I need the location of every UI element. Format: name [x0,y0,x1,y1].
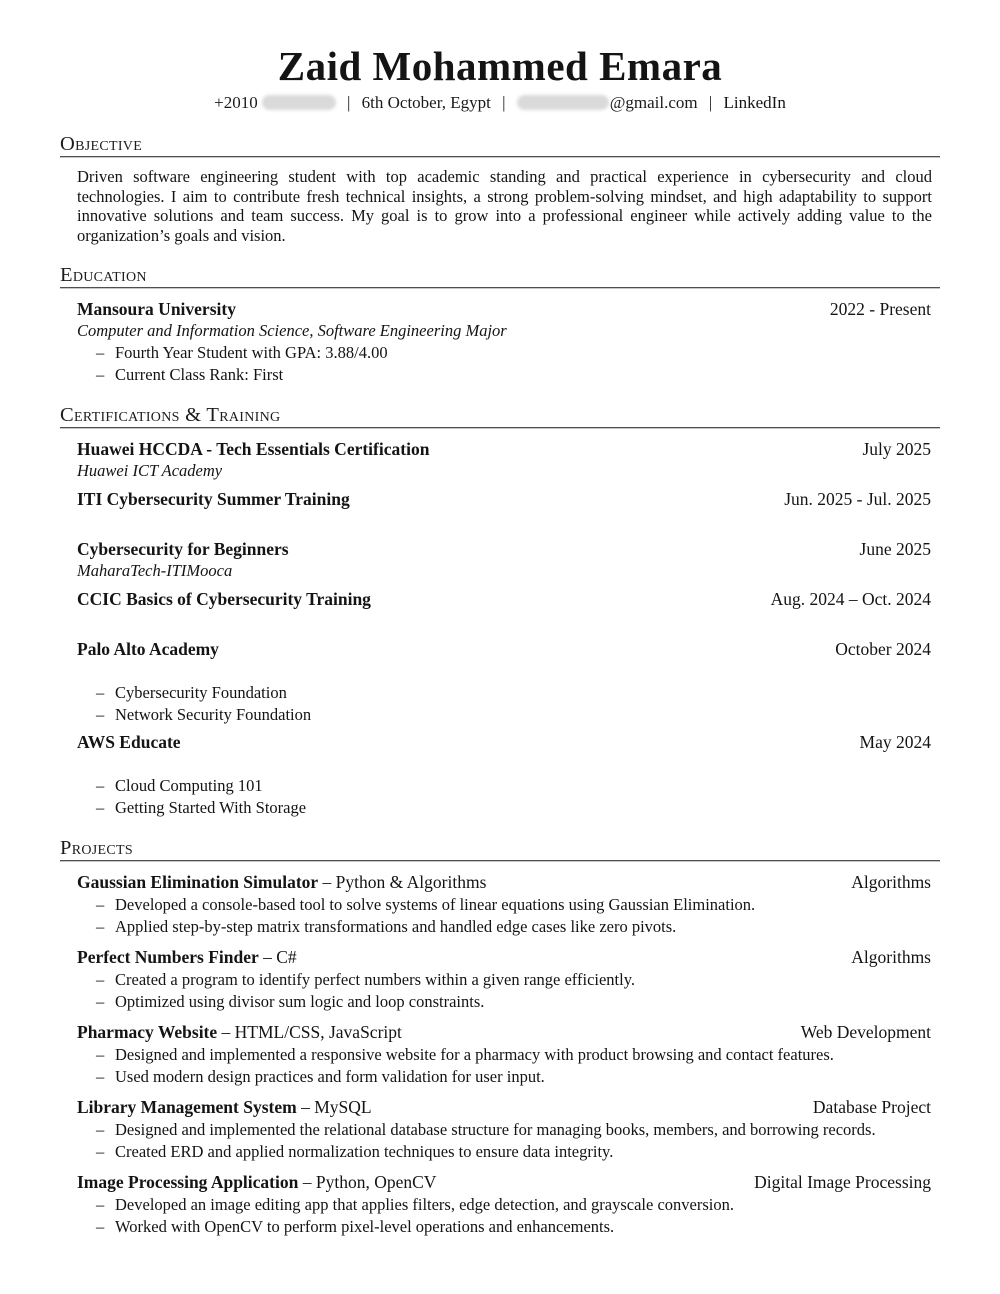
certification-date: Jun. 2025 - Jul. 2025 [784,489,931,509]
projects-heading: Projects [60,837,133,859]
certification-entry [77,538,940,582]
education-date: 2022 - Present [829,299,931,319]
certification-issuer [77,510,940,532]
certification-issuer: Huawei ICT Academy [77,461,223,480]
contact-separator: | [502,93,506,112]
certification-entry [77,488,940,532]
bullet-item: – Created ERD and applied normalization techniques to ensure data integrity. [96,1141,940,1163]
project-title: Pharmacy Website [77,1022,218,1042]
bullet-item: – Used modern design practices and form validation for user input. [96,1066,940,1088]
project-title: Image Processing Application [77,1172,299,1192]
certification-title: Cybersecurity for Beginners [77,539,289,559]
project-entry [77,1021,940,1087]
bullet-item: – Cloud Computing 101 [96,775,940,797]
certification-date: July 2025 [862,439,931,459]
certifications-heading: Certifications & Training [60,404,281,426]
project-category: Algorithms [851,872,931,892]
certification-title: Huawei HCCDA - Tech Essentials Certification [77,439,430,459]
bullet-list [77,894,940,937]
bullet-item: – Fourth Year Student with GPA: 3.88/4.00 [96,342,940,364]
certification-issuer [77,753,940,775]
bullet-item: – Created a program to identify perfect numbers within a given range efficiently. [96,969,940,991]
project-category: Algorithms [851,947,931,967]
bullet-item: – Designed and implemented the relational database structure for managing books, members, and borrowing records. [96,1119,940,1141]
project-tech: – C# [263,947,297,967]
bullet-item: – Developed an image editing app that applies filters, edge detection, and grayscale conversion. [96,1194,940,1216]
phone-visible: +2010 [214,93,258,112]
project-tech: – Python, OpenCV [302,1172,437,1192]
education-school: Mansoura University [77,299,236,319]
certification-date: May 2024 [859,732,931,752]
education-degree: Computer and Information Science, Software Engineering Major [77,321,507,340]
bullet-list [77,1119,940,1162]
section-rule [60,287,940,289]
bullet-item: – Developed a console-based tool to solve systems of linear equations using Gaussian Elimination. [96,894,940,916]
email-redaction [517,95,609,110]
bullet-list [77,775,940,818]
section-education [60,265,940,385]
section-objective [60,134,940,245]
certification-title: ITI Cybersecurity Summer Training [77,489,350,509]
objective-heading: Objective [60,133,143,155]
bullet-list [77,682,940,725]
section-rule [60,860,940,862]
project-entry [77,871,940,937]
objective-text: Driven software engineering student with top academic standing and practical experience in cybersecurity and cloud technologies. I aim to contribute fresh technical insights, a strong problem-solving mindset, and high adaptability to support innovative solutions and team success. My goal is to grow into a professional engineer while actively adding value to the organization’s goals and vision. [77,167,932,245]
certification-entry [77,638,940,725]
project-tech: – MySQL [301,1097,372,1117]
project-title: Gaussian Elimination Simulator [77,872,319,892]
bullet-item: – Current Class Rank: First [96,364,940,386]
location-text: 6th October, Egypt [361,93,491,112]
section-rule [60,156,940,158]
project-category: Digital Image Processing [754,1172,931,1192]
project-tech: – Python & Algorithms [322,872,487,892]
certification-title: Palo Alto Academy [77,639,219,659]
bullet-item: – Applied step-by-step matrix transformations and handled edge cases like zero pivots. [96,916,940,938]
certification-entry [77,731,940,818]
bullet-list [77,1194,940,1237]
certification-issuer [77,660,940,682]
project-title: Library Management System [77,1097,297,1117]
project-entry [77,946,940,1012]
candidate-name: Zaid Mohammed Emara [277,43,723,89]
project-tech: – HTML/CSS, JavaScript [221,1022,402,1042]
certification-issuer: MaharaTech-ITIMooca [77,561,233,580]
email-domain: @gmail.com [609,93,698,112]
contact-separator: | [708,93,713,112]
certification-date: Aug. 2024 – Oct. 2024 [770,589,931,609]
bullet-item: – Getting Started With Storage [96,797,940,819]
bullet-list [77,342,940,385]
contact-line [60,92,940,114]
project-title: Perfect Numbers Finder [77,947,259,967]
project-entry [77,1171,940,1237]
bullet-item: – Designed and implemented a responsive website for a pharmacy with product browsing and contact features. [96,1044,940,1066]
bullet-item: – Optimized using divisor sum logic and loop constraints. [96,991,940,1013]
bullet-list [77,969,940,1012]
certification-title: AWS Educate [77,732,181,752]
bullet-item: – Worked with OpenCV to perform pixel-level operations and enhancements. [96,1216,940,1238]
bullet-item: – Network Security Foundation [96,704,940,726]
section-rule [60,427,940,429]
section-projects [60,838,940,1237]
education-entry [77,298,940,385]
project-category: Web Development [800,1022,931,1042]
bullet-item: – Cybersecurity Foundation [96,682,940,704]
section-certifications [60,405,940,818]
certification-entry [77,438,940,482]
certification-date: October 2024 [835,639,931,659]
certification-entry [77,588,940,632]
project-entry [77,1096,940,1162]
contact-separator: | [347,93,351,112]
linkedin-link[interactable]: LinkedIn [723,93,786,112]
education-heading: Education [60,264,147,286]
bullet-list [77,1044,940,1087]
certification-issuer [77,610,940,632]
certification-date: June 2025 [859,539,931,559]
phone-redaction [262,95,336,110]
certification-title: CCIC Basics of Cybersecurity Training [77,589,371,609]
project-category: Database Project [812,1097,931,1117]
